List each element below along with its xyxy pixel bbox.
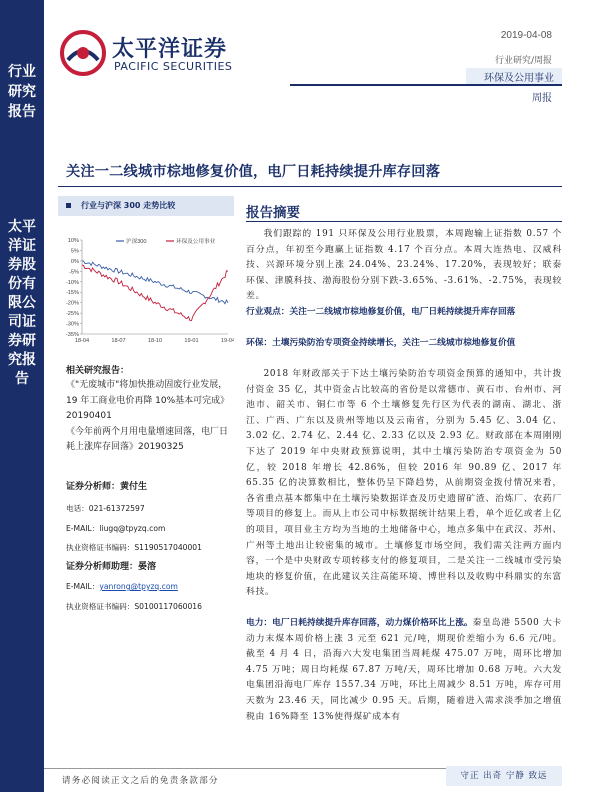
- chart-y-tick-label: -10%: [65, 279, 79, 286]
- chart-y-tick-label: -35%: [65, 332, 79, 338]
- summary-paragraph-2: 2018 年财政部关于下达土壤污染防治专项资金预算的通知中，共计拨付资金 35 亿，其中资金占比较高的省份是以常德市、黄石市、台州市、河池市、韶关市、铜仁市等 6 个土壤修复先行区为代表的湖南、湖北、浙江、广西、广东以及贵州等地以及云南省，分别为 5.45 亿、3.04 亿、3.02 亿、2.74 亿、2.44 亿、2.33 亿以及 2.93 亿。财政部在本周刚刚下达了 2019 年中央财政预算说明，其中土壤污染防治专项资金为 50 亿，较 2018 年增长 42.86%，但较 2016 年 90.89 亿、2017 年 65.35 亿的决算数相比，整体仍呈下降趋势，从前期资金拨付情况来看，各省重点基本都集中在土壤污染数据详查及历史遗留矿渣、治炼厂、农药厂等项目的修复上。而从上市公司中标数据统计结果上看，单个近亿或者上亿的项目，项目业主方均为当地的土地储备中心，地点多集中在武汉、苏州、广州等土地出让较密集的城市。土壤修复市场空间，我们需关注两方面内容，一个是中央财政专项转移支付的修复项目，二是关注一二线城市受污染地块的修复价值，在此建议关注高能环境、博世科以及收购中科鼎实的东富科技。: [246, 369, 562, 598]
- chart-legend-label: 环保及公用事业: [176, 239, 216, 245]
- brand-name-en: PACIFIC SECURITIES: [114, 60, 233, 73]
- report-frequency: 周报: [532, 93, 552, 104]
- related-reports-heading: 相关研究报告：: [66, 366, 130, 376]
- title-rule: [58, 186, 562, 187]
- related-reports-list: [66, 378, 234, 614]
- footer-motto: 守正 出奇 宁静 致远: [446, 766, 562, 786]
- assistant-name: 证券分析师助理：晏溶: [66, 561, 157, 572]
- sidebar: [0, 0, 44, 792]
- chart-series-line: [82, 261, 228, 304]
- summary-paragraph-3: 秦皇岛港 5500 大卡动力末煤本周价格上涨 3 元至 621 元/吨，期现价差缩小为 6.6 元/吨。截至 4 月 4 日，沿海六大发电集团当周耗煤 475.07 万吨，周环比增加 4.75 万吨；周日均耗煤 67.87 万吨/天，周环比增加 0.68 万吨。六大发电集团沿海电厂库存 1557.34 万吨，环比上周减少 8.51 万吨，库存可用天数为 23.46 天，同比减少 0.95 天。后期，随着进入需求淡季加之增值税由 16%降至 13%使得煤矿成本有: [246, 618, 562, 722]
- chart-y-tick-label: -15%: [65, 290, 79, 297]
- industry-label: 环保及公用事业: [484, 73, 554, 84]
- chart-y-tick-label: -30%: [65, 321, 79, 328]
- industry-view-label: 行业观点：关注一二线城市棕地修复价值，电厂日耗持续提升库存回落: [246, 307, 516, 317]
- analyst-name: 证券分析师：黄付生: [66, 481, 148, 492]
- power-view: [246, 616, 562, 756]
- chart-x-tick-label: 18-04: [74, 338, 90, 344]
- chart-y-tick-label: -5%: [69, 269, 79, 276]
- performance-chart: [58, 232, 234, 350]
- analyst-cert: 执业资格证书编码：S1190517040001: [66, 543, 202, 552]
- power-view-label: 电力：电厂日耗持续提升库存回落，动力煤价格环比上涨。: [246, 618, 473, 628]
- square-bullet-icon: [66, 203, 71, 208]
- related-report-item[interactable]: 《今年前两个月用电量增速回落，电厂日耗上涨库存回落》20190325: [66, 426, 229, 452]
- logo-mark-icon: [60, 30, 106, 76]
- email-label: E-MAIL：: [66, 582, 100, 591]
- assistant-email-link[interactable]: yanrong@tpyzq.com: [99, 582, 178, 591]
- chart-y-tick-label: -20%: [65, 300, 79, 307]
- summary-rule: [246, 221, 562, 222]
- chart-header: [58, 196, 234, 216]
- header-rule: [290, 84, 562, 86]
- analyst-email-row: [66, 521, 234, 537]
- assistant-cert: 执业资格证书编码：S0100117060016: [66, 601, 202, 611]
- brand-logo: [60, 30, 290, 80]
- footer-disclaimer: 请务必阅读正文之后的免责条款部分: [62, 776, 219, 786]
- related-report-item[interactable]: 《"无废城市"将加快推动固废行业发展，19 年工商业电价再降 10%基本可完成》20190401: [66, 380, 230, 421]
- chart-x-tick-label: 18-10: [147, 338, 163, 344]
- chart-y-tick-label: 0%: [70, 258, 79, 265]
- chart-y-tick-label: 10%: [67, 238, 79, 244]
- chart-x-tick-label: 18-07: [111, 338, 126, 344]
- brand-name-cn: 太平洋证券: [112, 37, 228, 62]
- assistant-email-row: [66, 579, 234, 595]
- analyst-email[interactable]: liugq@tpyzq.com: [99, 523, 166, 533]
- chart-y-tick-label: 5%: [70, 248, 79, 255]
- page-title: 关注一二线城市棕地修复价值，电厂日耗持续提升库存回落: [66, 164, 441, 180]
- chart-svg: [58, 232, 234, 350]
- report-date: 2019-04-08: [500, 30, 552, 41]
- env-view: [246, 336, 562, 352]
- chart-y-tick-label: -25%: [65, 311, 79, 318]
- summary-heading: 报告摘要: [246, 205, 300, 221]
- left-column: [58, 196, 234, 611]
- sidebar-company-tag: 太平洋证券股份有限公司证券研究报告: [8, 219, 36, 387]
- report-type: 行业研究/周报: [494, 56, 552, 66]
- sidebar-report-tag: 行业研究报告: [8, 64, 36, 120]
- chart-x-tick-label: 19-04: [220, 338, 234, 344]
- industry-view: [246, 305, 562, 321]
- chart-series-line: [82, 265, 228, 321]
- right-column: [246, 201, 562, 722]
- chart-title: 行业与沪深 300 走势比较: [81, 201, 176, 210]
- summary-paragraph-1: 我们跟踪的 191 只环保及公用行业股票，本周跑输上证指数 0.57 个百分点，年初至今跑赢上证指数 4.17 个百分点。本周大连热电、汉威科技、兴源环境分别上涨 24.04%、23.24%、17.20%，表现较好；联泰环保、津膜科技、渤海股份分别下跌-3.65%、-3.61%、-2.75%，表现较差。: [246, 229, 562, 302]
- env-view-label: 环保：土壤污染防治专项资金持续增长，关注一二线城市棕地修复价值: [246, 338, 516, 348]
- analyst-phone: 电话：021-61372597: [66, 504, 145, 513]
- email-label: E-MAIL：: [66, 523, 100, 533]
- chart-legend-label: 沪深300: [126, 239, 147, 245]
- chart-x-tick-label: 19-01: [184, 338, 199, 344]
